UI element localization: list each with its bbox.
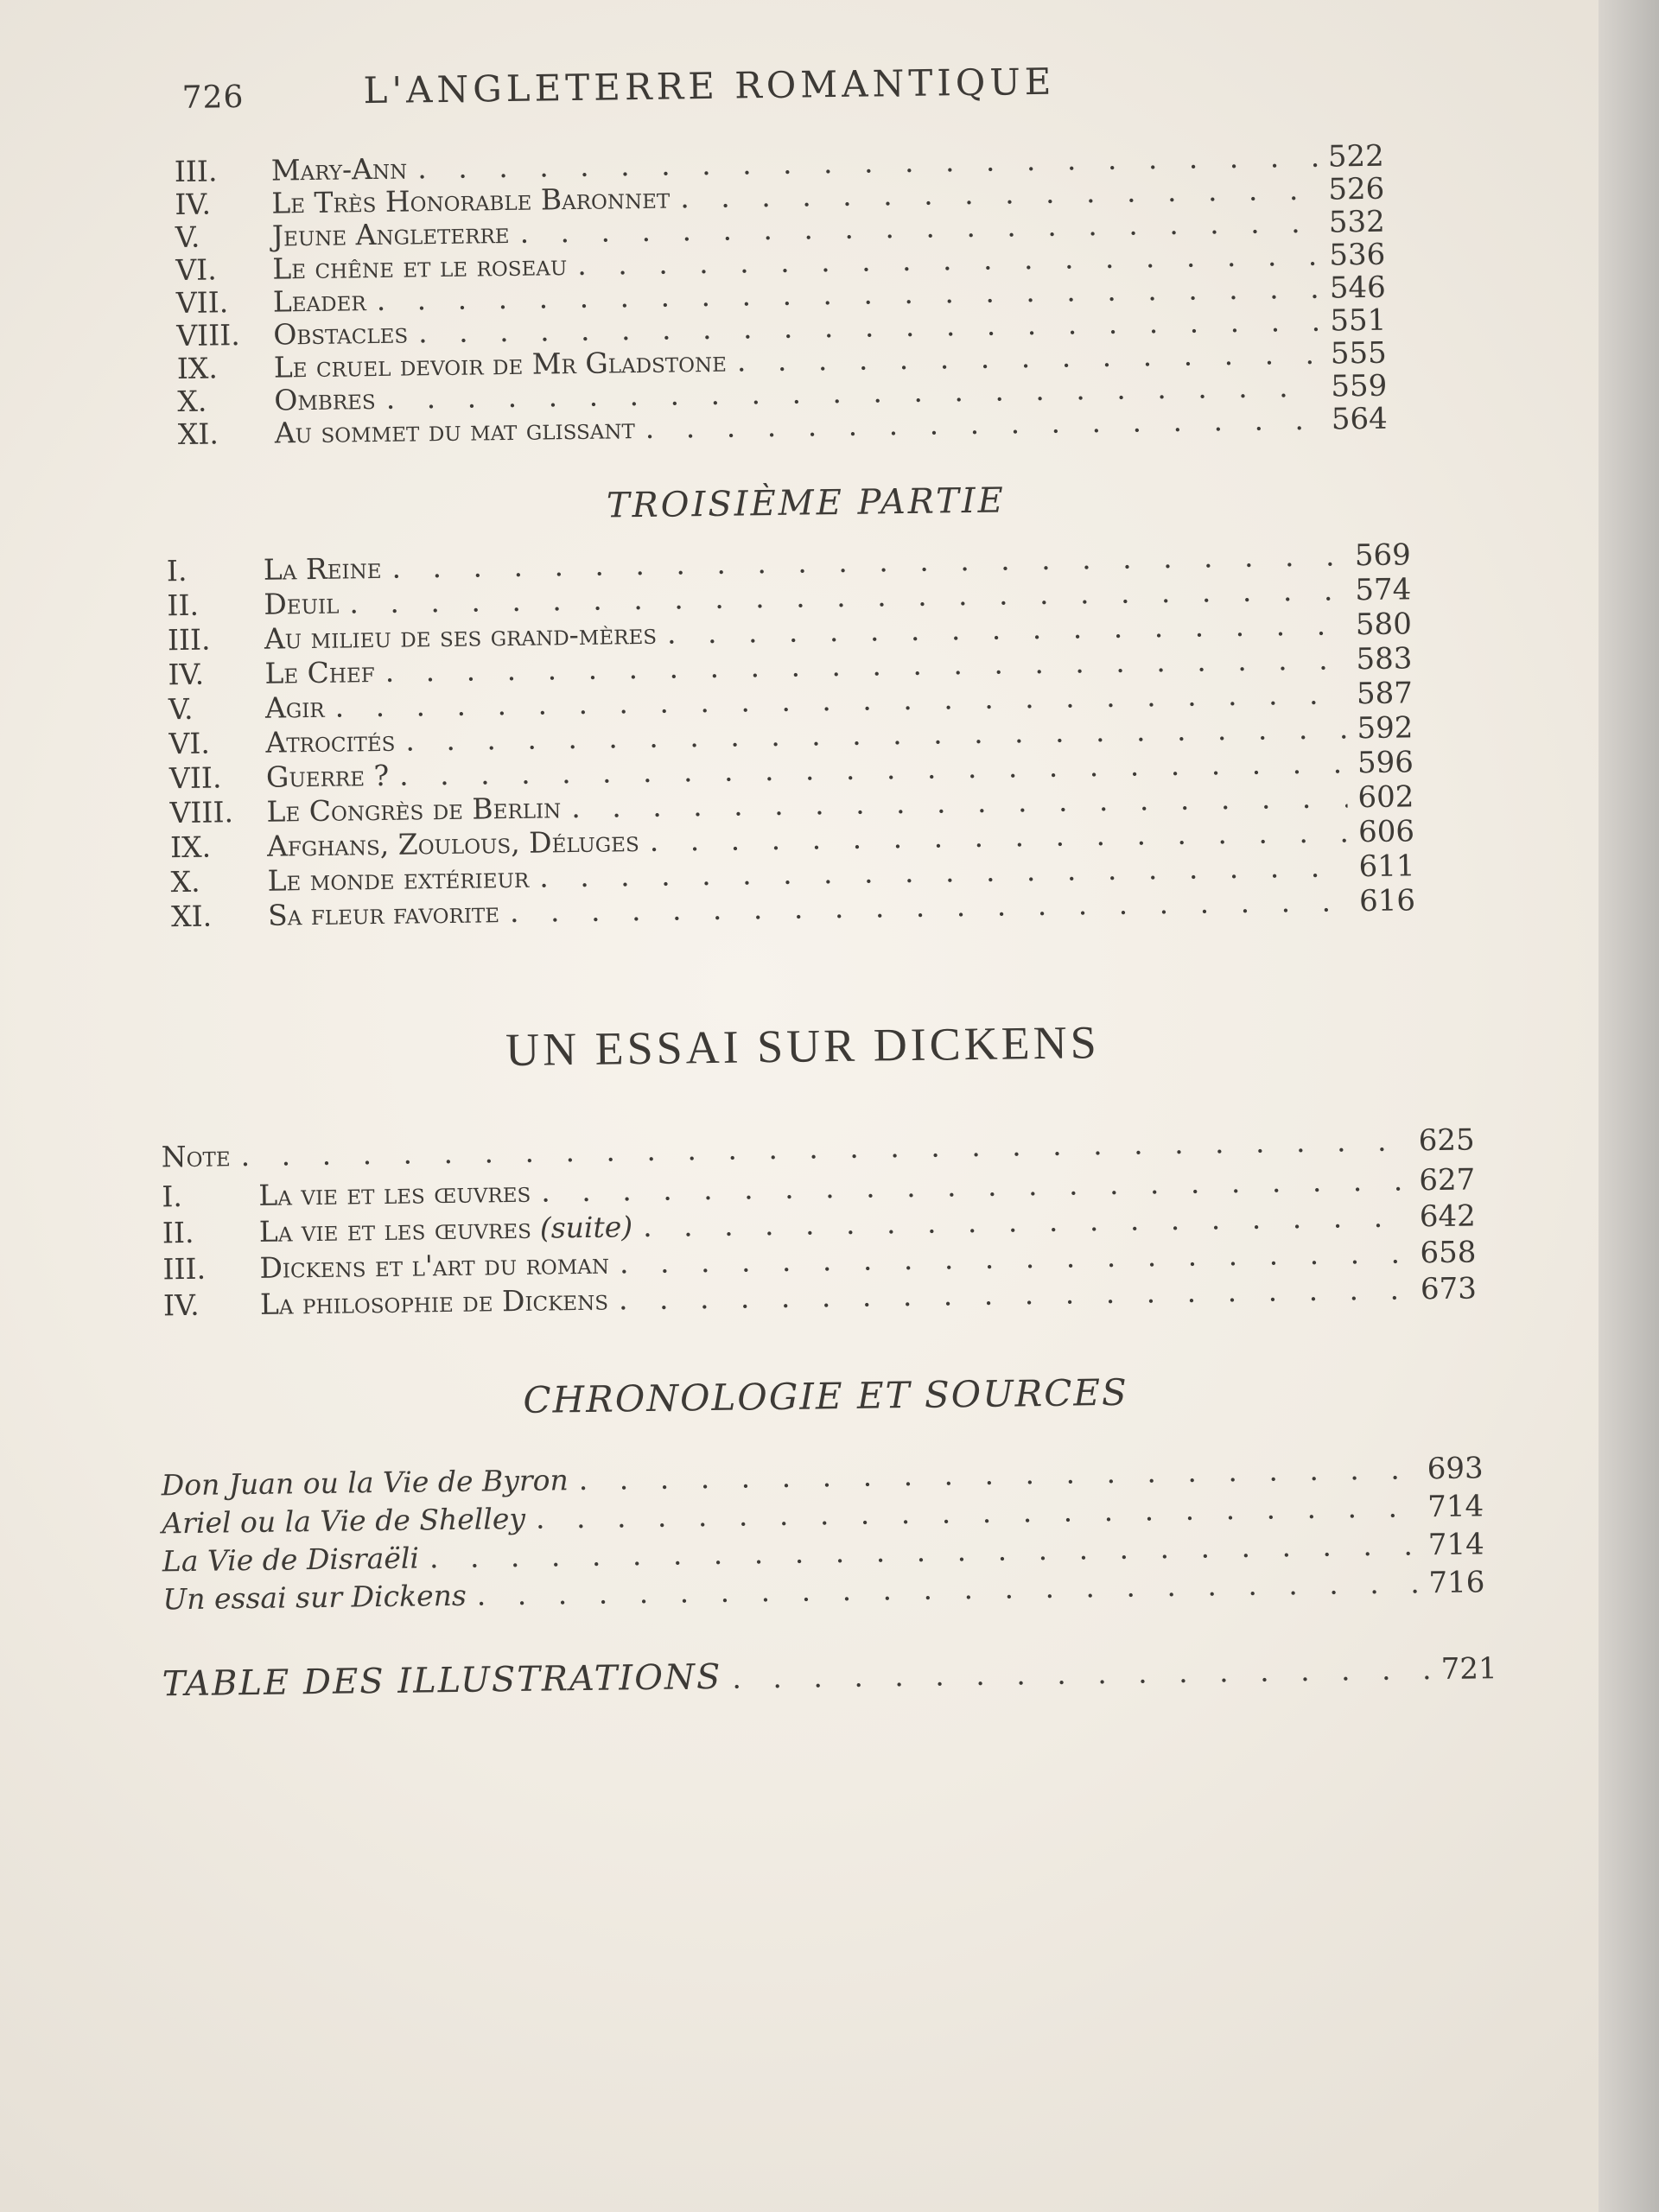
entry-number: IV.	[162, 1287, 200, 1323]
entry-title: La vie et les œuvres	[258, 1211, 532, 1249]
entry-title: TABLE DES ILLUSTRATIONS	[162, 1656, 722, 1705]
entry-title: Le cruel devoir de Mr Gladstone	[273, 344, 728, 385]
entry-page: 616	[1358, 883, 1416, 919]
entry-page: 625	[1418, 1122, 1475, 1159]
entry-number: VI.	[168, 726, 211, 761]
entry-title-suffix: (suite)	[539, 1210, 633, 1245]
entry-title: Le Très Honorable Baronnet	[271, 181, 671, 220]
entry-page: 580	[1355, 607, 1413, 643]
toc-illustrations	[162, 1645, 1497, 1706]
entry-title: Le Congrès de Berlin	[266, 791, 562, 829]
entry-page: 574	[1355, 572, 1412, 608]
entry-number: IX.	[169, 830, 212, 865]
entry-number: VI.	[175, 252, 217, 288]
entry-title: Mary-Ann	[270, 151, 408, 188]
leader-dots	[732, 1648, 1431, 1700]
entry-title: Jeune Angleterre	[271, 215, 510, 253]
entry-page: 693	[1427, 1451, 1484, 1487]
entry-page: 714	[1427, 1489, 1484, 1525]
entry-title: Un essai sur Dickens	[162, 1578, 467, 1617]
entry-page: 592	[1357, 710, 1414, 747]
entry-number: I.	[166, 553, 188, 588]
entry-number: VIII.	[176, 318, 241, 353]
entry-number: III.	[174, 154, 218, 189]
entry-number: VIII.	[169, 795, 234, 830]
entry-page: 596	[1357, 745, 1414, 781]
entry-title: Ariel ou la Vie de Shelley	[162, 1501, 526, 1541]
entry-title: La Reine	[263, 550, 382, 587]
entry-number: X.	[170, 864, 200, 899]
entry-title: Dickens et l'art du roman	[259, 1246, 610, 1285]
entry-page: 642	[1419, 1198, 1477, 1235]
entry-title: Guerre ?	[265, 758, 390, 794]
entry-title: La philosophie de Dickens	[259, 1282, 609, 1321]
entry-title: Au milieu de ses grand-mères	[264, 616, 658, 656]
entry-page: 714	[1427, 1527, 1485, 1563]
entry-page: 522	[1327, 138, 1384, 175]
entry-page: 658	[1420, 1235, 1477, 1271]
entry-title: Don Juan ou la Vie de Byron	[161, 1463, 569, 1503]
entry-page: 627	[1419, 1162, 1476, 1198]
entry-title: La Vie de Disraëli	[162, 1541, 420, 1579]
entry-number: VII.	[175, 285, 229, 321]
entry-page: 569	[1354, 537, 1412, 574]
entry-page: 536	[1329, 237, 1386, 273]
essay-heading: UN ESSAI SUR DICKENS	[505, 1016, 1101, 1077]
entry-title: La vie et les œuvres	[258, 1174, 531, 1212]
entry-title: Ombres	[274, 382, 376, 417]
entry-page: 716	[1428, 1565, 1485, 1601]
entry-page: 526	[1328, 171, 1385, 207]
entry-page: 611	[1358, 849, 1415, 885]
entry-number: IV.	[175, 187, 212, 222]
chronology-heading: CHRONOLOGIE ET SOURCES	[523, 1370, 1129, 1421]
entry-title: Au sommet du mat glissant	[274, 411, 636, 450]
entry-page: 551	[1330, 302, 1387, 339]
toc-part2-list	[175, 139, 1389, 466]
entry-number: III.	[167, 622, 211, 658]
entry-number: V.	[175, 219, 200, 255]
entry-page: 555	[1330, 335, 1387, 372]
entry-title: Sa fleur favorite	[267, 895, 500, 932]
entry-title: Agir	[264, 690, 325, 725]
entry-title: Leader	[272, 283, 366, 319]
entry-title: Le Chef	[264, 655, 375, 690]
entry-number: V.	[168, 691, 194, 727]
entry-number: I.	[162, 1179, 183, 1214]
running-title: L'ANGLETERRE ROMANTIQUE	[363, 60, 1056, 112]
entry-number: XI.	[177, 416, 219, 452]
entry-page: 721	[1440, 1651, 1497, 1688]
toc-essay-list	[162, 1122, 1478, 1338]
part3-heading: TROISIÈME PARTIE	[606, 480, 1007, 526]
entry-page: 606	[1357, 814, 1415, 850]
entry-page: 532	[1328, 204, 1385, 240]
entry-number: III.	[162, 1251, 207, 1287]
toc-entry	[162, 1645, 1497, 1706]
entry-number: X.	[177, 384, 207, 419]
entry-number: IX.	[176, 351, 219, 386]
entry-title: Atrocités	[265, 723, 396, 760]
entry-page: 546	[1329, 270, 1386, 306]
page-header	[181, 55, 1150, 129]
entry-page: 602	[1357, 779, 1414, 816]
entry-title: Deuil	[264, 586, 340, 621]
entry-page: 564	[1331, 401, 1388, 437]
entry-number: II.	[162, 1215, 194, 1250]
entry-title: Le monde extérieur	[267, 860, 530, 898]
leader-dots	[477, 1566, 1419, 1612]
entry-number: IV.	[168, 657, 205, 692]
entry-page: 559	[1331, 368, 1388, 404]
toc-part3-list	[167, 537, 1416, 943]
entry-title: Obstacles	[273, 315, 409, 352]
entry-number: II.	[167, 588, 200, 623]
entry-title: Afghans, Zoulous, Déluges	[266, 824, 639, 863]
leader-dots	[578, 1452, 1416, 1497]
entry-number: VII.	[168, 760, 222, 796]
entry-title: Note	[161, 1139, 231, 1174]
entry-title: Le chêne et le roseau	[272, 248, 568, 286]
toc-chronology-list	[161, 1451, 1484, 1624]
entry-page: 673	[1420, 1271, 1478, 1307]
entry-page: 587	[1356, 676, 1414, 712]
entry-page: 583	[1356, 641, 1413, 677]
page-number: 726	[181, 79, 245, 116]
entry-number: XI.	[170, 899, 213, 934]
